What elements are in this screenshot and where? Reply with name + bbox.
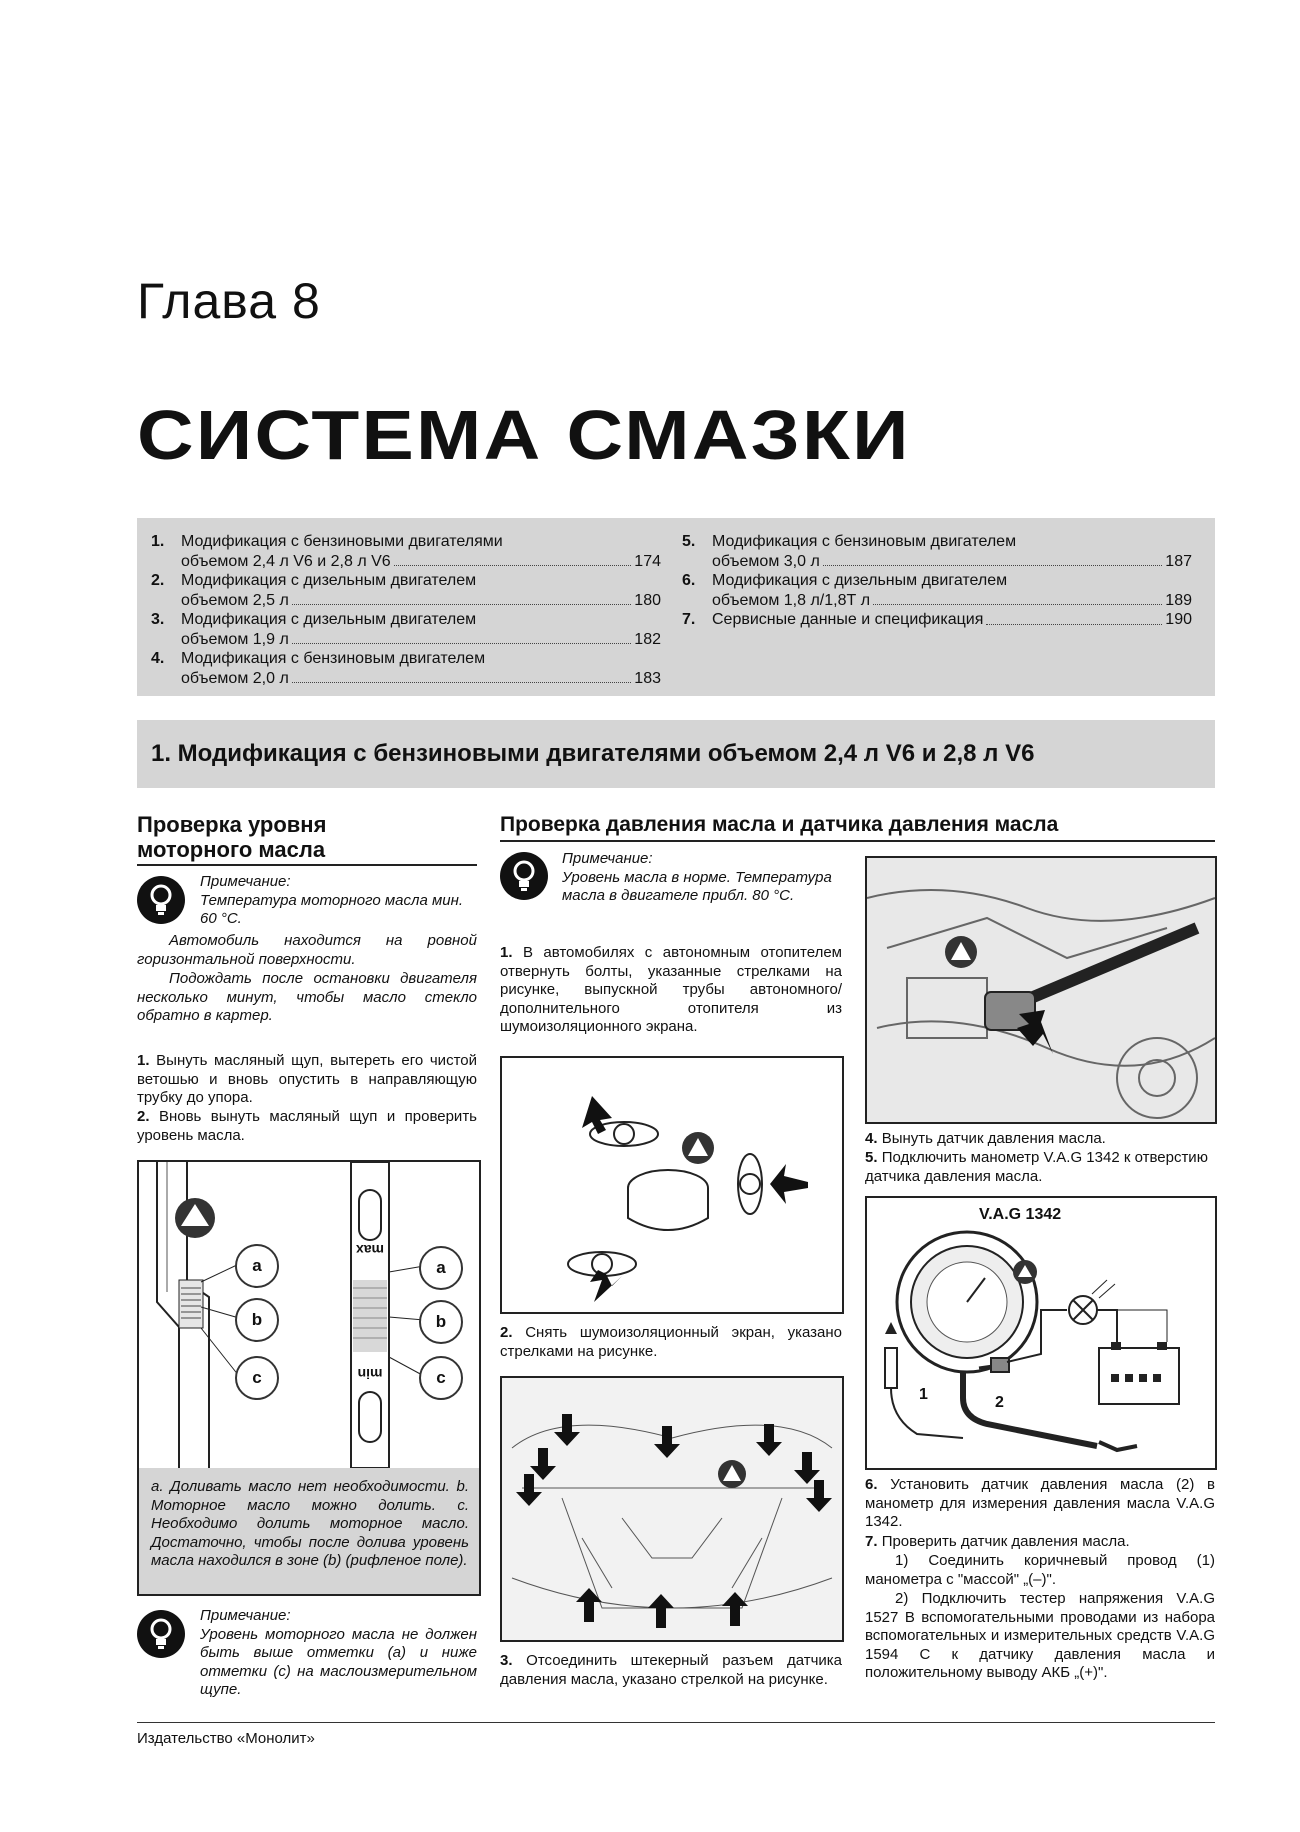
toc-page-number: 180 <box>634 591 661 609</box>
toc-line2: объемом 2,4 л V6 и 2,8 л V6 <box>181 552 391 570</box>
toc-line2: объемом 2,0 л <box>181 669 289 687</box>
toc-leader-dots <box>292 669 632 684</box>
max-mark: max <box>355 1242 385 1258</box>
col1-step2 <box>137 1108 477 1145</box>
dipstick-caption: a. Доливать масло нет необходимости. b. Моторное масло можно долить. c. Необходимо долить моторное масло. Достаточно, чтобы после долива уровень масла находился в зоне (b) (рифленое поле). <box>151 1478 469 1569</box>
shield-illustration <box>502 1378 842 1640</box>
section-heading-box <box>137 720 1215 788</box>
step-number: 1. <box>500 944 513 961</box>
table-of-contents <box>137 518 1215 696</box>
col2-note <box>562 850 842 906</box>
toc-page-number: 183 <box>634 669 661 687</box>
toc-leader-dots <box>394 552 632 567</box>
col3-step7-2: 2) Подключить тестер напряжения V.A.G 1527 В вспомогательными проводами из набора вспомогательных и измерительных средств V.A.G 1594 С к датчику давления масла и положительному выводу АКБ „(+)". <box>865 1590 1215 1681</box>
badge-c-left: c <box>235 1356 279 1400</box>
step-text: Проверить датчик давления масла. <box>881 1533 1130 1550</box>
note-icon-3 <box>500 852 548 900</box>
toc-number: 5. <box>682 533 696 550</box>
step-number: 4. <box>865 1130 878 1147</box>
toc-line1: Модификация с бензиновыми двигателями <box>181 533 503 550</box>
col1-heading-line1: Проверка уровня <box>137 812 327 837</box>
step-number: 3. <box>500 1652 513 1669</box>
toc-item <box>151 532 661 571</box>
col1-step1 <box>137 1052 477 1108</box>
toc-line1: Модификация с бензиновым двигателем <box>712 533 1017 550</box>
col1-para2: Подождать после остановки двигателя несколько минут, чтобы масло стекло обратно в картер. <box>137 970 477 1024</box>
toc-leader-dots <box>873 591 1162 606</box>
col2-step1 <box>500 944 842 1037</box>
toc-page-number: 174 <box>634 552 661 570</box>
toc-line1: Модификация с дизельным двигателем <box>181 572 477 589</box>
col3-step4 <box>865 1130 1215 1149</box>
note-text: Уровень масла в норме. Температура масла в двигателе прибл. 80 °С. <box>562 868 832 904</box>
toc-column-left <box>151 532 661 688</box>
toc-number: 4. <box>151 650 165 667</box>
toc-line1: Модификация с дизельным двигателем <box>181 611 477 628</box>
toc-item <box>151 610 661 649</box>
toc-line2: Сервисные данные и спецификация <box>712 611 984 628</box>
toc-column-right <box>682 532 1192 630</box>
toc-item <box>151 649 661 688</box>
toc-page-number: 189 <box>1165 591 1192 609</box>
step-text: Вновь вынуть масляный щуп и проверить уровень масла. <box>137 1108 477 1144</box>
callout-2: 2 <box>995 1394 1004 1411</box>
toc-number: 7. <box>682 611 696 628</box>
toc-item <box>151 571 661 610</box>
col3-step6 <box>865 1476 1215 1532</box>
note-text: Уровень моторного масла не должен быть выше отметки (a) и ниже отметки (c) на маслоизмерительном щупе. <box>200 1625 477 1698</box>
step-text: Установить датчик давления масла (2) в манометр для измерения давления масла V.A.G 1342. <box>865 1476 1215 1530</box>
chapter-label: Глава 8 <box>137 273 321 329</box>
nuts-illustration <box>502 1058 842 1312</box>
note-label: Примечание: <box>562 850 653 867</box>
step-number: 7. <box>865 1533 878 1550</box>
shield-figure <box>500 1376 844 1642</box>
footer-rule <box>137 1722 1215 1723</box>
col1-note2 <box>200 1607 477 1700</box>
badge-c-right: c <box>419 1356 463 1400</box>
lightbulb-icon <box>137 876 185 924</box>
col1-heading-line2: моторного масла <box>137 837 326 862</box>
footer-publisher: Издательство «Монолит» <box>137 1730 315 1747</box>
dipstick-caption-box <box>137 1468 481 1596</box>
gauge-illustration <box>867 1198 1215 1468</box>
note-icon <box>137 876 185 924</box>
toc-line1: Модификация с бензиновым двигателем <box>181 650 486 667</box>
step-text: Вынуть масляный щуп, вытереть его чистой ветошью и вновь опустить в направляющую трубку до упора. <box>137 1052 477 1106</box>
section-heading: 1. Модификация с бензиновыми двигателями объемом 2,4 л V6 и 2,8 л V6 <box>151 740 1035 767</box>
toc-leader-dots <box>823 552 1163 567</box>
note-label: Примечание: <box>200 1607 291 1624</box>
toc-page-number: 182 <box>634 630 661 648</box>
note-icon-2 <box>137 1610 185 1658</box>
step-text: Снять шумоизоляционный экран, указано стрелками на рисунке. <box>500 1324 842 1360</box>
col1-note <box>200 873 477 929</box>
toc-leader-dots <box>986 610 1162 625</box>
step-text: В автомобилях с автономным отопителем отвернуть болты, указанные стрелками на рисунке, выпускной трубы автономного/дополнительного отопителя из шумоизоляционного экрана. <box>500 944 842 1035</box>
col2-heading-rule <box>500 840 1215 842</box>
toc-item <box>682 571 1192 610</box>
step-number: 2. <box>137 1108 150 1125</box>
col1-heading-rule <box>137 864 477 866</box>
toc-page-number: 187 <box>1165 552 1192 570</box>
note-text: Температура моторного масла мин. 60 °С. <box>200 891 464 927</box>
toc-number: 3. <box>151 611 165 628</box>
toc-number: 2. <box>151 572 165 589</box>
gauge-label: V.A.G 1342 <box>979 1206 1062 1223</box>
toc-line2: объемом 2,5 л <box>181 591 289 609</box>
col3-step7-1: 1) Соединить коричневый провод (1) манометра с "массой" „(–)". <box>865 1552 1215 1588</box>
step-text: Вынуть датчик давления масла. <box>881 1130 1106 1147</box>
toc-item <box>682 532 1192 571</box>
nuts-figure <box>500 1056 844 1314</box>
step-text: Подключить манометр V.A.G 1342 к отверстию датчика давления масла. <box>865 1149 1208 1185</box>
step-number: 5. <box>865 1149 878 1166</box>
chapter-title: СИСТЕМА СМАЗКИ <box>137 396 911 474</box>
engine-photo <box>865 856 1217 1124</box>
toc-item <box>682 610 1192 630</box>
col1-para1: Автомобиль находится на ровной горизонтальной поверхности. <box>137 932 477 968</box>
min-mark: min <box>357 1366 383 1382</box>
col1-heading <box>137 812 477 862</box>
engine-illustration <box>867 858 1215 1122</box>
col2-heading: Проверка давления масла и датчика давления масла <box>500 813 1059 836</box>
toc-number: 6. <box>682 572 696 589</box>
toc-page-number: 190 <box>1165 611 1192 628</box>
badge-b-right: b <box>419 1300 463 1344</box>
col3-step7 <box>865 1533 1215 1552</box>
dipstick-figure <box>137 1160 481 1470</box>
step-text: Отсоединить штекерный разъем датчика давления масла, указано стрелкой на рисунке. <box>500 1652 843 1688</box>
col2-step2 <box>500 1324 842 1361</box>
step-number: 1. <box>137 1052 150 1069</box>
badge-b-left: b <box>235 1298 279 1342</box>
toc-leader-dots <box>292 630 632 645</box>
step-number: 6. <box>865 1476 878 1493</box>
step-number: 2. <box>500 1324 513 1341</box>
col2-step3 <box>500 1652 842 1689</box>
toc-line1: Модификация с дизельным двигателем <box>712 572 1008 589</box>
lightbulb-icon <box>500 852 548 900</box>
lightbulb-icon <box>137 1610 185 1658</box>
callout-1: 1 <box>919 1386 928 1403</box>
toc-line2: объемом 1,8 л/1,8Т л <box>712 591 871 609</box>
toc-line2: объемом 1,9 л <box>181 630 289 648</box>
toc-line2: объемом 3,0 л <box>712 552 820 570</box>
gauge-figure <box>865 1196 1217 1470</box>
note-label: Примечание: <box>200 873 291 890</box>
toc-leader-dots <box>292 591 632 606</box>
toc-number: 1. <box>151 533 165 550</box>
badge-a-left: a <box>235 1244 279 1288</box>
badge-a-right: a <box>419 1246 463 1290</box>
col3-step5 <box>865 1149 1215 1186</box>
